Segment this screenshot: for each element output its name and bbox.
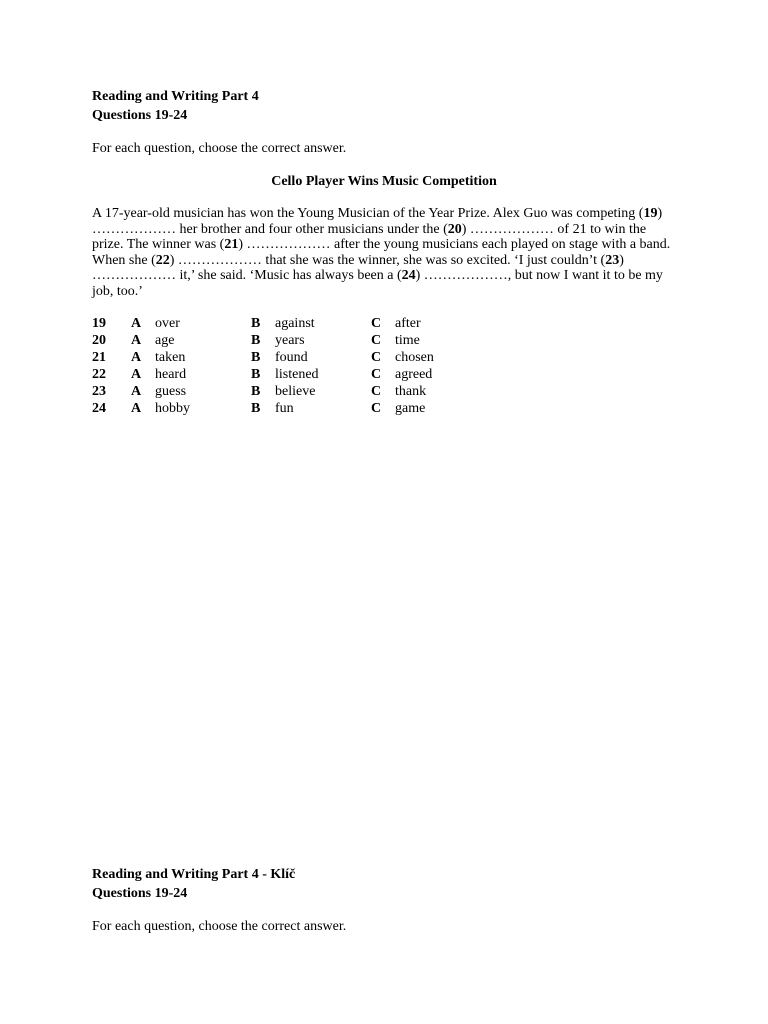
passage-segment: ) ……………… it,’ she said. ‘Music has always been a ( xyxy=(92,252,624,283)
option-letter-c: C xyxy=(371,350,382,365)
question-number: 20 xyxy=(92,333,106,348)
option-letter-a: A xyxy=(131,384,142,399)
key-part-heading: Reading and Writing Part 4 - Klíč xyxy=(92,867,296,882)
option-letter-b: B xyxy=(251,367,261,382)
option-b: found xyxy=(275,350,308,365)
option-row xyxy=(92,349,491,366)
option-c: game xyxy=(395,401,426,416)
passage-segment: ) ……………… after the young musicians each played on stage with a band. When she ( xyxy=(92,237,671,268)
option-b: believe xyxy=(275,384,316,399)
option-letter-c: C xyxy=(371,401,382,416)
option-row xyxy=(92,315,491,332)
gap-number: 19 xyxy=(643,206,658,221)
option-a: taken xyxy=(155,350,186,365)
option-row xyxy=(92,366,491,383)
passage-text xyxy=(92,206,676,299)
gap-number: 24 xyxy=(401,268,416,283)
option-row xyxy=(92,400,491,417)
option-letter-a: A xyxy=(131,333,142,348)
option-c: thank xyxy=(395,384,427,399)
option-a: heard xyxy=(155,367,187,382)
option-letter-c: C xyxy=(371,367,382,382)
passage-segment: ) ……………… that she was the winner, she was so excited. ‘I just couldn’t ( xyxy=(169,252,606,268)
option-row xyxy=(92,332,491,349)
instruction-block xyxy=(92,140,682,158)
gap-number: 22 xyxy=(155,252,170,268)
option-c: agreed xyxy=(395,367,433,382)
option-letter-a: A xyxy=(131,401,142,416)
option-letter-b: B xyxy=(251,333,261,348)
option-letter-c: C xyxy=(371,384,382,399)
gap-number: 23 xyxy=(605,252,620,268)
option-c: chosen xyxy=(395,350,434,365)
key-instruction-text: For each question, choose the correct answer. xyxy=(92,919,347,934)
option-a: age xyxy=(155,333,175,348)
option-letter-a: A xyxy=(131,316,142,331)
option-c: after xyxy=(395,316,421,331)
option-c: time xyxy=(395,333,420,348)
option-letter-b: B xyxy=(251,350,261,365)
questions-heading: Questions 19-24 xyxy=(92,108,188,123)
option-letter-b: B xyxy=(251,401,261,416)
option-a: guess xyxy=(155,384,187,399)
part-heading: Reading and Writing Part 4 xyxy=(92,89,259,104)
section-header xyxy=(92,87,682,125)
article-title: Cello Player Wins Music Competition xyxy=(271,174,497,189)
option-letter-b: B xyxy=(251,316,261,331)
question-number: 19 xyxy=(92,316,106,331)
key-questions-heading: Questions 19-24 xyxy=(92,886,188,901)
gap-number: 20 xyxy=(447,221,462,237)
question-number: 23 xyxy=(92,384,106,399)
option-b: years xyxy=(275,333,305,348)
option-letter-a: A xyxy=(131,350,142,365)
passage-segment: ) ……………… of 21 to win the prize. The winner was ( xyxy=(92,221,647,252)
passage-segment: ) ……………… her brother and four other musicians under the ( xyxy=(92,206,663,237)
option-b: fun xyxy=(275,401,294,416)
option-letter-c: C xyxy=(371,333,382,348)
option-row xyxy=(92,383,491,400)
option-letter-c: C xyxy=(371,316,382,331)
passage-segment: A 17-year-old musician has won the Young Musician of the Year Prize. Alex Guo was competing ( xyxy=(92,206,644,221)
question-number: 22 xyxy=(92,367,106,382)
gap-number: 21 xyxy=(224,237,239,252)
option-b: listened xyxy=(275,367,319,382)
option-letter-a: A xyxy=(131,367,142,382)
question-number: 21 xyxy=(92,350,106,365)
key-section-header xyxy=(92,865,682,903)
option-letter-b: B xyxy=(251,384,261,399)
option-b: against xyxy=(275,316,315,331)
answer-options-table xyxy=(92,315,491,417)
option-a: over xyxy=(155,316,180,331)
option-a: hobby xyxy=(155,401,190,416)
key-instruction-block xyxy=(92,918,682,936)
instruction-text: For each question, choose the correct answer. xyxy=(92,141,347,156)
question-number: 24 xyxy=(92,401,106,416)
passage-segment: ) ………………, but now I want it to be my job, too.’ xyxy=(92,268,663,299)
